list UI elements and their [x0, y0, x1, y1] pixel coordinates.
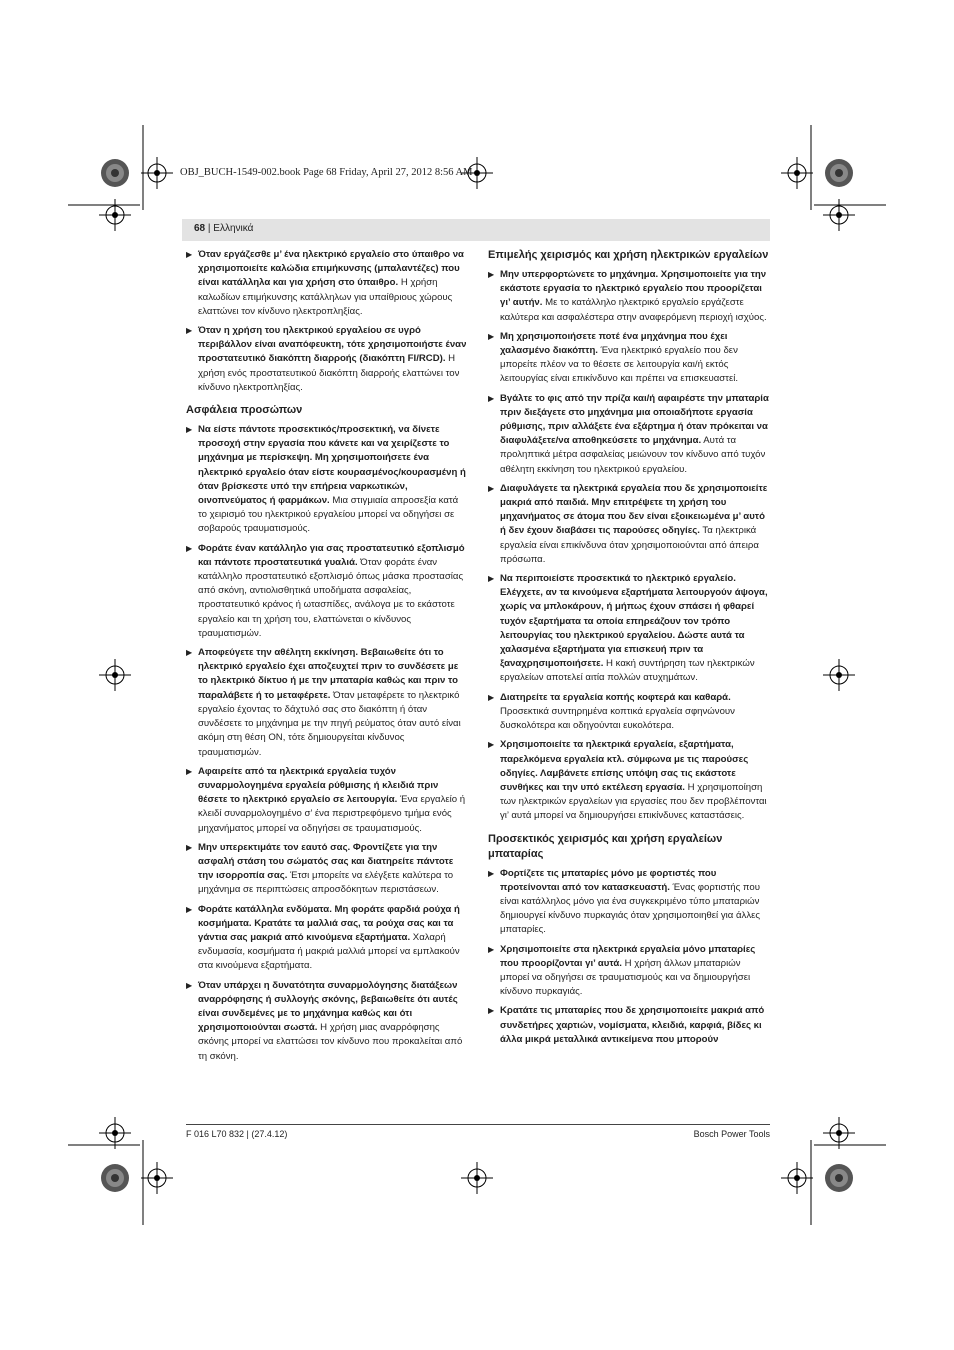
bullet-icon: ▶	[488, 868, 495, 878]
right-column	[488, 248, 770, 1052]
page-header	[182, 219, 770, 241]
list-item: ▶ Χρησιμοποιείτε τα ηλεκτρικά εργαλεία, εξαρτήματα, παρελκόμενα εργαλεία κτλ. σύμφωνα με τις παρούσες οδηγίες. Λαμβάνετε επίσης υπόψη σας τις εκάστοτε συνθήκες και την υπό εκτέλεση εργασία. Η χρησιμοποίηση των ηλεκτρικών εργαλείων για εργασίες που δεν προβλέπονται γι’ αυτά μπορεί να δημιουργήσει επικίνδυνες καταστάσεις.	[488, 739, 767, 822]
footer-doc-code: F 016 L70 832 | (27.4.12)	[186, 1129, 288, 1139]
crosshair-icon	[461, 1162, 493, 1194]
list-item: ▶ Όταν υπάρχει η δυνατότητα συναρμολόγησης διατάξεων αναρρόφησης ή συλλογής σκόνης, βεβαιωθείτε ότι αυτές είναι συνδεμένες με το μηχάνημα καθώς και ότι χρησιμοποιούνται σωστά. Η χρήση μιας αναρρόφησης σκόνης μπορεί να ελαττώσει τον κίνδυνο που προκαλείται από τη σκόνη.	[186, 979, 463, 1062]
list-item: ▶ Όταν η χρήση του ηλεκτρικού εργαλείου σε υγρό περιβάλλον είναι αναπόφευκτη, τότε χρησιμοποιήστε έναν προστατευτικό διακόπτη διαρροής (διακόπτη FI/RCD). Η χρήση ενός προστατευτικού διακόπτη διαρροής ελαττώνει τον κίνδυνο ηλεκτροπληξίας.	[186, 325, 467, 393]
crosshair-icon	[99, 199, 131, 231]
bullet-icon: ▶	[488, 483, 495, 493]
list-item: ▶ Να περιποιείστε προσεκτικά το ηλεκτρικό εργαλείο. Ελέγχετε, αν τα κινούμενα εξαρτήματα λειτουργούν άψογα, χωρίς να μπλοκάρουν, ή μήπως έχουν σπάσει ή φθαρεί τυχόν εξαρτήματα τα οποία επηρεάζουν τον τρόπο λειτουργίας του ηλεκτρικού εργαλείου. Δώστε αυτά τα χαλασμένα εξαρτήματα για επισκευή πριν τα ξαναχρησιμοποιήσετε. Η κακή συντήρηση των ηλεκτρικών εργαλείων αποτελεί αιτία πολλών ατυχημάτων.	[488, 573, 768, 684]
print-info-line: OBJ_BUCH-1549-002.book Page 68 Friday, April 27, 2012 8:56 AM	[180, 167, 473, 178]
left-column	[186, 248, 468, 1069]
bullet-icon: ▶	[186, 425, 193, 435]
list-item: ▶ Βγάλτε το φις από την πρίζα και/ή αφαιρέστε την μπαταρία πριν διεξάγετε στο μηχάνημα μια οποιαδήποτε εργασία ρύθμισης, πριν αλλάξετε ένα εξάρτημα ή όταν πρόκειται να διαφυλάξετε/να αποθηκεύσετε το μηχάνημα. Αυτά τα προληπτικά μέτρα ασφαλείας μειώνουν τον κίνδυνο από τυχόν αθέλητη εκκίνηση του ηλεκτρικού εργαλείου.	[488, 392, 769, 475]
list-item: ▶ Μη χρησιμοποιήσετε ποτέ ένα μηχάνημα που έχει χαλασμένο διακόπτη. Ένα ηλεκτρικό εργαλείο που δεν μπορείτε πλέον να το θέσετε σε λειτουργία και/ή εκτός λειτουργίας είναι επικίνδυνο και πρέπει να επισκευαστεί.	[488, 330, 739, 385]
section-title: Επιμελής χειρισμός και χρήση ηλεκτρικών εργαλείων	[488, 249, 769, 261]
bullet-icon: ▶	[186, 842, 193, 852]
bullet-icon: ▶	[488, 1006, 495, 1016]
page-number: 68	[194, 223, 206, 234]
color-disc-icon	[825, 159, 853, 187]
list-item: ▶ Φοράτε έναν κατάλληλο για σας προστατευτικό εξοπλισμό και πάντοτε προστατευτικά γυαλιά. Όταν φοράτε έναν κατάλληλο προστατευτικό εξοπλισμό όπως μάσκα προστασίας από σκόνη, αντιολισθητικά υποδήματα ασφαλείας, προστατευτικό κράνος ή ωτασπίδες, ανάλογα με το εκάστοτε εργαλείο και τη χρήση του, ελαττώνεται ο κίνδυνος τραυματισμών.	[186, 542, 465, 639]
list-item: ▶ Μην υπερφορτώνετε το μηχάνημα. Χρησιμοποιείτε για την εκάστοτε εργασία το ηλεκτρικό εργαλείο που προορίζεται γι’ αυτήν. Με το κατάλληλο ηλεκτρικό εργαλείο εργάζεστε καλύτερα και ασφαλέστερα στην αναφερόμενη περιοχή ισχύος.	[488, 269, 767, 323]
section-title: Ασφάλεια προσώπων	[186, 404, 303, 417]
list-item: ▶ Χρησιμοποιείτε στα ηλεκτρικά εργαλεία μόνο μπαταρίες που προορίζονται γι’ αυτά. Η χρήση άλλων μπαταριών μπορεί να οδηγήσει σε τραυματισμούς και να δημιουργήσει κίνδυνο πυρκαγιάς.	[488, 943, 756, 998]
list-item: ▶ Όταν εργάζεσθε μ’ ένα ηλεκτρικό εργαλείο στο ύπαιθρο να χρησιμοποιείτε καλώδια επιμήκυνσης (μπαλαντέζες) που είναι κατάλληλα και για χρήση στο ύπαιθρο. Η χρήση καλωδίων επιμήκυνσης κατάλληλων για υπαίθριους χώρους ελαττώνει τον κίνδυνο ηλεκτροπληξίας.	[186, 249, 464, 317]
bullet-icon: ▶	[186, 250, 193, 259]
footer-brand: Bosch Power Tools	[693, 1129, 770, 1139]
bullet-icon: ▶	[186, 326, 193, 336]
bullet-icon: ▶	[186, 648, 193, 658]
bullet-icon: ▶	[488, 944, 495, 954]
color-disc-icon	[825, 1164, 853, 1192]
bullet-icon: ▶	[488, 331, 495, 341]
color-disc-icon	[101, 1164, 129, 1192]
color-disc-icon	[101, 159, 129, 187]
crosshair-icon	[823, 199, 855, 231]
bullet-icon: ▶	[488, 692, 495, 702]
list-item: ▶ Να είστε πάντοτε προσεκτικός/προσεκτική, να δίνετε προσοχή στην εργασία που κάνετε και να χειρίζεστε το μηχάνημα με περίσκεψη. Μη χρησιμοποιήσετε ένα ηλεκτρικό εργαλείο όταν είστε κουρασμένος/κουρασμένη ή όταν βρίσκεστε υπό την επήρεια ναρκωτικών, οινοπνεύματος ή φαρμάκων. Μια στιγμιαία απροσεξία κατά το χειρισμό του ηλεκτρικού εργαλείου μπορεί να οδηγήσει σε σοβαρούς τραυματισμούς.	[186, 424, 466, 535]
crosshair-icon	[781, 157, 813, 189]
language-label: Ελληνικά	[213, 223, 254, 234]
crosshair-icon	[823, 659, 855, 691]
crosshair-icon	[781, 1162, 813, 1194]
bullet-icon: ▶	[488, 393, 495, 403]
list-item: ▶ Φορτίζετε τις μπαταρίες μόνο με φορτιστές που προτείνονται από τον κατασκευαστή. Ένας φορτιστής που είναι κατάλληλος μόνο για ένα συγκεκριμένο τύπο μπαταριών δημιουργεί κίνδυνο πυρκαγιάς όταν χρησιμοποιηθεί για άλλες μπαταρίες.	[488, 867, 761, 936]
list-item: ▶ Αποφεύγετε την αθέλητη εκκίνηση. Βεβαιωθείτε ότι το ηλεκτρικό εργαλείο έχει αποζευχτεί πριν το συνδέσετε με το ηλεκτρικό δίκτυο ή με την μπαταρία καθώς και πριν το παραλάβετε ή το μεταφέρετε. Όταν μεταφέρετε το ηλεκτρικό εργαλείο έχοντας το δάχτυλό σας στο διακόπτη ή όταν συνδέσετε το μηχάνημα με την πηγή ρεύματος όταν αυτό είναι ακόμη στη θέση ON, τότε δημιουργείται κίνδυνος τραυματισμών.	[186, 647, 461, 758]
crosshair-icon	[141, 157, 173, 189]
list-item: ▶ Φοράτε κατάλληλα ενδύματα. Μη φοράτε φαρδιά ρούχα ή κοσμήματα. Κρατάτε τα μαλλιά σας, τα ρούχα σας και τα γάντια σας μακριά από κινούμενα εξαρτήματα. Χαλαρή ενδυμασία, κοσμήματα ή μακριά μαλλιά μπορεί να εμπλακούν στα κινούμενα εξαρτήματα.	[186, 903, 460, 972]
crosshair-icon	[99, 659, 131, 691]
header-separator: |	[205, 223, 214, 234]
crosshair-icon	[141, 1162, 173, 1194]
list-item: ▶ Διατηρείτε τα εργαλεία κοπής κοφτερά και καθαρά. Προσεκτικά συντηρημένα κοπτικά εργαλεία σφηνώνουν δυσκολότερα και οδηγούνται ευκολότερα.	[488, 691, 735, 732]
section-title: Προσεκτικός χειρισμός και χρήση εργαλείων μπαταρίας	[488, 832, 723, 860]
bullet-icon: ▶	[186, 543, 193, 553]
list-item: ▶ Μην υπερεκτιμάτε τον εαυτό σας. Φροντίζετε για την ασφαλή στάση του σώματός σας και διατηρείτε πάντοτε την ισορροπία σας. Έτσι μπορείτε να ελέγξετε καλύτερα το μηχάνημα σε περιπτώσεις απροσδόκητων περιστάσεων.	[186, 841, 454, 896]
bullet-icon: ▶	[488, 740, 495, 750]
crosshair-icon	[99, 1117, 131, 1149]
bullet-icon: ▶	[488, 574, 495, 584]
bullet-icon: ▶	[186, 766, 193, 776]
list-item: ▶ Κρατάτε τις μπαταρίες που δε χρησιμοποιείτε μακριά από συνδετήρες χαρτιών, νομίσματα, κλειδιά, καρφιά, βίδες κι άλλα μικρά μεταλλικά αντικείμενα που μπορούν	[488, 1005, 765, 1045]
crosshair-icon	[823, 1117, 855, 1149]
list-item: ▶ Διαφυλάγετε τα ηλεκτρικά εργαλεία που δε χρησιμοποιείτε μακριά από παιδιά. Μην επιτρέψετε τη χρήση του μηχανήματος σε άτομα που δεν είναι εξοικειωμένα μ’ αυτό ή δεν έχουν διαβάσει τις παρούσες οδηγίες. Τα ηλεκτρικά εργαλεία είναι επικίνδυνα όταν χρησιμοποιούνται από άπειρα πρόσωπα.	[488, 482, 768, 565]
page-footer	[186, 1124, 770, 1139]
page-label	[194, 223, 253, 234]
bullet-icon: ▶	[186, 904, 193, 914]
list-item: ▶ Αφαιρείτε από τα ηλεκτρικά εργαλεία τυχόν συναρμολογημένα εργαλεία ρύθμισης ή κλειδιά πριν θέσετε το ηλεκτρικό εργαλείο σε λειτουργία. Ένα εργαλείο ή κλειδί συναρμολογημένο σ’ ένα περιστρεφόμενο τμήμα ενός μηχανήματος μπορεί να οδηγήσει σε τραυματισμούς.	[186, 765, 466, 834]
bullet-icon: ▶	[488, 270, 495, 279]
bullet-icon: ▶	[186, 980, 193, 990]
